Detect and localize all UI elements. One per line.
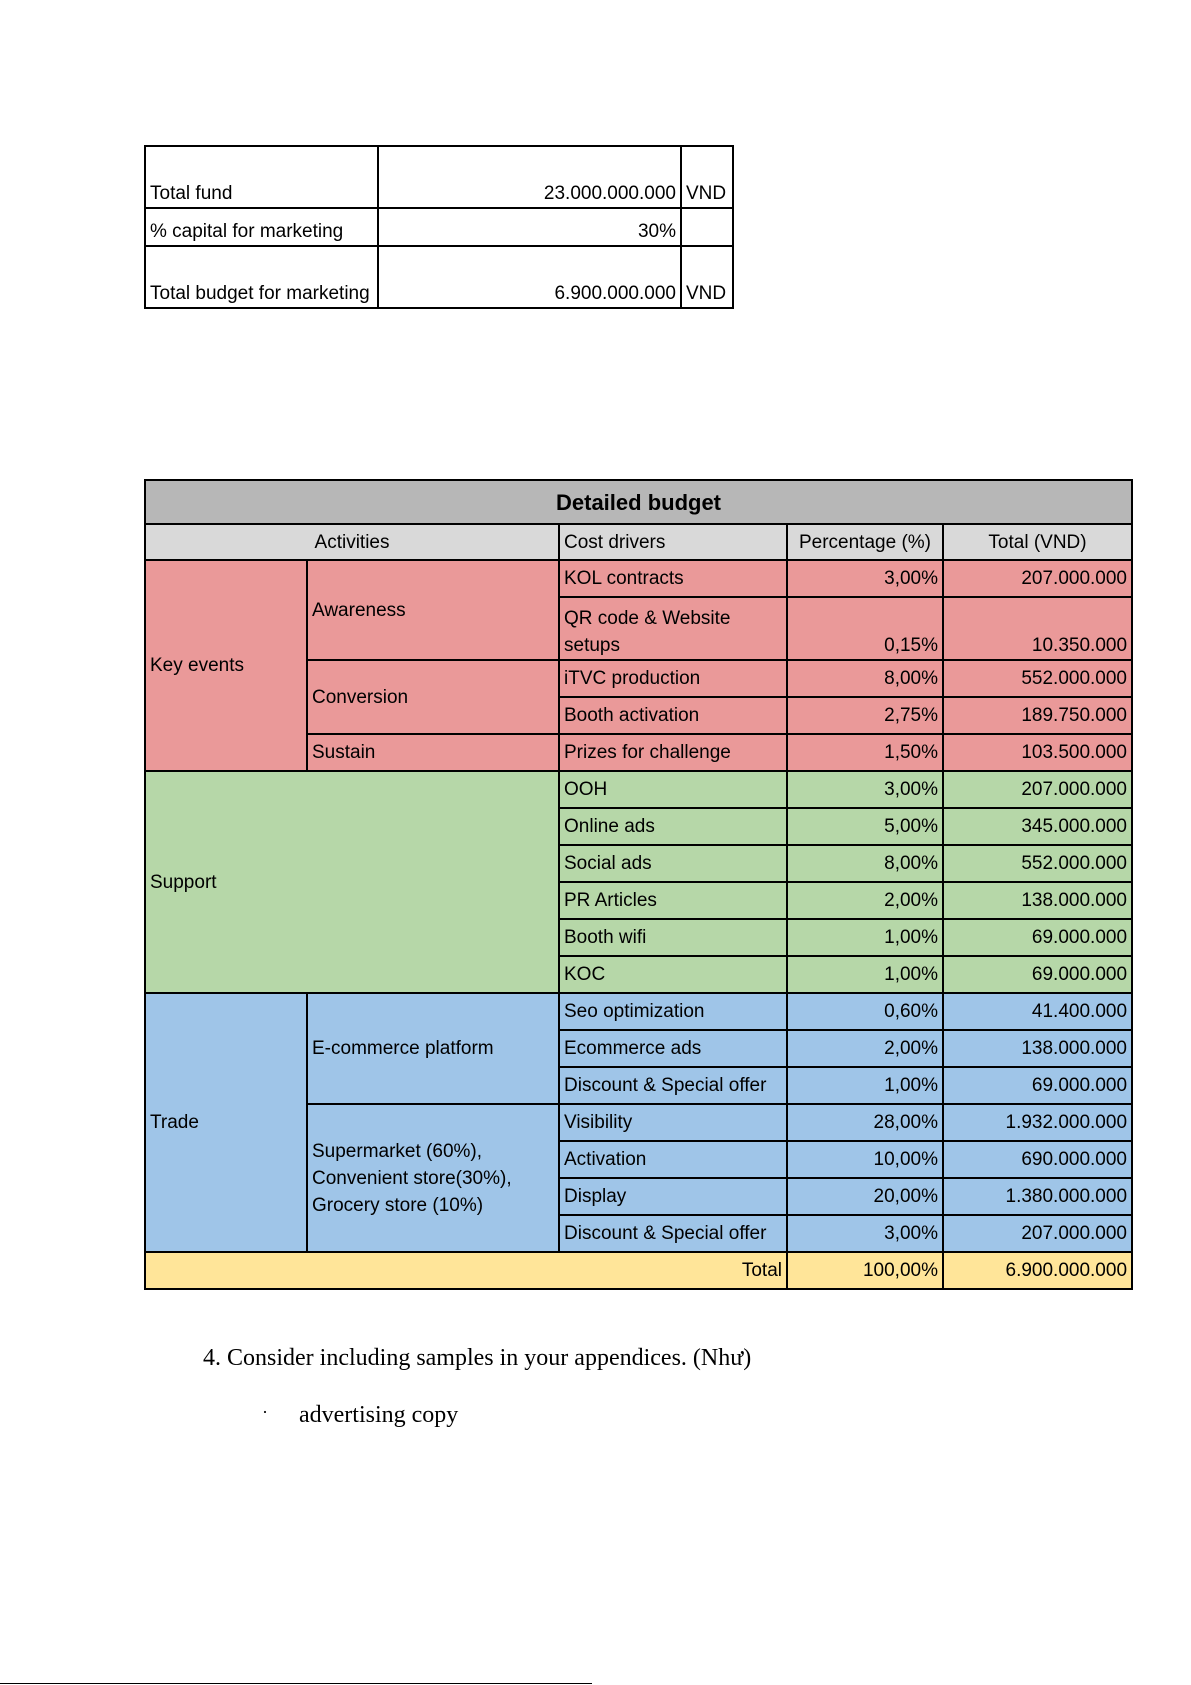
total-cell: 69.000.000	[943, 1067, 1132, 1104]
total-cell: 207.000.000	[943, 560, 1132, 597]
cost-driver: Discount & Special offer	[559, 1215, 787, 1252]
group-trade: Trade	[145, 993, 307, 1252]
summary-label: Total budget for marketing	[145, 246, 378, 308]
total-label: Total	[145, 1252, 787, 1289]
cost-driver: Discount & Special offer	[559, 1067, 787, 1104]
percentage-cell: 8,00%	[787, 845, 943, 882]
subgroup-sustain: Sustain	[307, 734, 559, 771]
subgroup-conversion: Conversion	[307, 660, 559, 734]
cost-driver: QR code & Website setups	[559, 597, 787, 660]
bullet-marker: ·	[262, 1402, 268, 1422]
subgroup-ecommerce: E-commerce platform	[307, 993, 559, 1104]
total-cell: 1.932.000.000	[943, 1104, 1132, 1141]
percentage-cell: 2,00%	[787, 882, 943, 919]
table-row	[145, 993, 1132, 1030]
percentage-cell: 0,60%	[787, 993, 943, 1030]
summary-value: 6.900.000.000	[378, 246, 681, 308]
total-cell: 552.000.000	[943, 660, 1132, 697]
cost-driver: PR Articles	[559, 882, 787, 919]
header-cost-drivers: Cost drivers	[559, 524, 787, 560]
total-amount: 6.900.000.000	[943, 1252, 1132, 1289]
group-key-events: Key events	[145, 560, 307, 771]
percentage-cell: 5,00%	[787, 808, 943, 845]
total-cell: 103.500.000	[943, 734, 1132, 771]
summary-row	[145, 146, 733, 208]
total-cell: 10.350.000	[943, 597, 1132, 660]
cost-driver: OOH	[559, 771, 787, 808]
detailed-budget-table	[144, 479, 1133, 1290]
total-cell: 138.000.000	[943, 1030, 1132, 1067]
percentage-cell: 28,00%	[787, 1104, 943, 1141]
total-cell: 207.000.000	[943, 771, 1132, 808]
cost-driver: Online ads	[559, 808, 787, 845]
total-cell: 552.000.000	[943, 845, 1132, 882]
total-cell: 69.000.000	[943, 956, 1132, 993]
percentage-cell: 3,00%	[787, 560, 943, 597]
cost-driver: KOL contracts	[559, 560, 787, 597]
total-cell: 690.000.000	[943, 1141, 1132, 1178]
percentage-cell: 20,00%	[787, 1178, 943, 1215]
header-percentage: Percentage (%)	[787, 524, 943, 560]
total-cell: 207.000.000	[943, 1215, 1132, 1252]
total-cell: 345.000.000	[943, 808, 1132, 845]
percentage-cell: 1,00%	[787, 919, 943, 956]
cost-driver: Booth activation	[559, 697, 787, 734]
cost-driver: iTVC production	[559, 660, 787, 697]
percentage-cell: 2,00%	[787, 1030, 943, 1067]
header-activities: Activities	[145, 524, 559, 560]
cost-driver: Booth wifi	[559, 919, 787, 956]
budget-title: Detailed budget	[145, 480, 1132, 524]
percentage-cell: 2,75%	[787, 697, 943, 734]
percentage-cell: 1,00%	[787, 1067, 943, 1104]
cost-driver: Social ads	[559, 845, 787, 882]
percentage-cell: 1,00%	[787, 956, 943, 993]
numbered-item-4: 4. Consider including samples in your appendices. (Như)	[203, 1345, 752, 1371]
percentage-cell: 0,15%	[787, 597, 943, 660]
header-total: Total (VND)	[943, 524, 1132, 560]
budget-header-row	[145, 524, 1132, 560]
percentage-cell: 10,00%	[787, 1141, 943, 1178]
total-cell: 1.380.000.000	[943, 1178, 1132, 1215]
summary-unit: VND	[681, 246, 733, 308]
subgroup-awareness: Awareness	[307, 560, 559, 660]
table-row	[145, 771, 1132, 808]
budget-title-row	[145, 480, 1132, 524]
summary-label: Total fund	[145, 146, 378, 208]
total-cell: 69.000.000	[943, 919, 1132, 956]
cost-driver: KOC	[559, 956, 787, 993]
percentage-cell: 1,50%	[787, 734, 943, 771]
summary-row	[145, 246, 733, 308]
cost-driver: Display	[559, 1178, 787, 1215]
cost-driver: Ecommerce ads	[559, 1030, 787, 1067]
percentage-cell: 3,00%	[787, 1215, 943, 1252]
table-row	[145, 560, 1132, 597]
total-percentage: 100,00%	[787, 1252, 943, 1289]
subgroup-retail: Supermarket (60%), Convenient store(30%), Grocery store (10%)	[307, 1104, 559, 1252]
total-cell: 189.750.000	[943, 697, 1132, 734]
cost-driver: Prizes for challenge	[559, 734, 787, 771]
cost-driver: Activation	[559, 1141, 787, 1178]
summary-row	[145, 208, 733, 246]
percentage-cell: 8,00%	[787, 660, 943, 697]
summary-value: 30%	[378, 208, 681, 246]
percentage-cell: 3,00%	[787, 771, 943, 808]
total-cell: 41.400.000	[943, 993, 1132, 1030]
summary-unit	[681, 208, 733, 246]
total-row	[145, 1252, 1132, 1289]
cost-driver: Seo optimization	[559, 993, 787, 1030]
cost-driver: Visibility	[559, 1104, 787, 1141]
group-support: Support	[145, 771, 559, 993]
footnote-separator	[0, 1683, 592, 1684]
summary-label: % capital for marketing	[145, 208, 378, 246]
fund-summary-table	[144, 145, 734, 309]
bullet-item: advertising copy	[299, 1402, 459, 1428]
summary-unit: VND	[681, 146, 733, 208]
total-cell: 138.000.000	[943, 882, 1132, 919]
summary-value: 23.000.000.000	[378, 146, 681, 208]
